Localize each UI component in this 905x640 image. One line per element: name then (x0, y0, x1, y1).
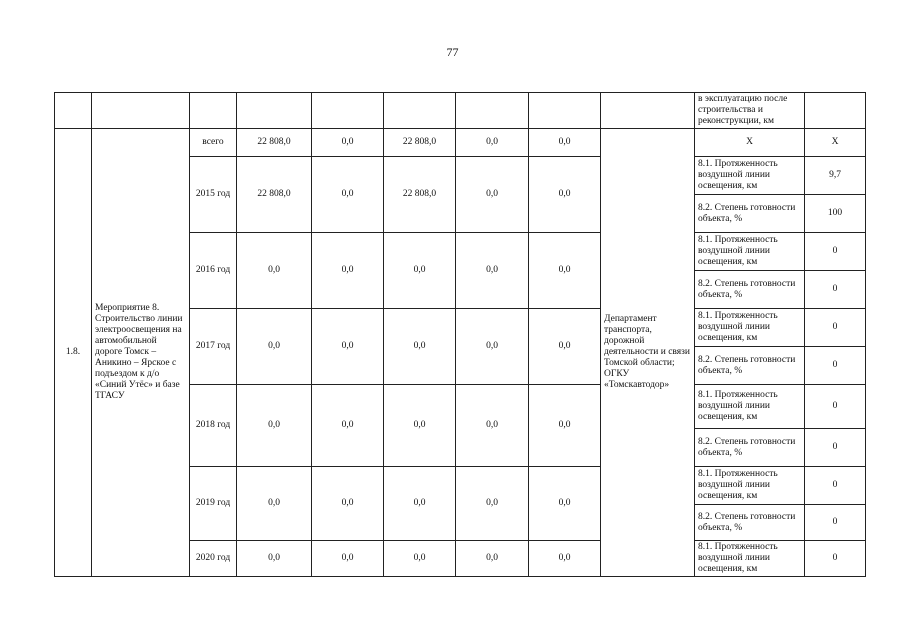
program-table (54, 92, 866, 577)
value-cell: 0,0 (529, 467, 601, 541)
page-number: 77 (446, 45, 459, 59)
indicator-name: 8.2. Степень готовности объекта, % (695, 347, 805, 385)
indicator-value: 100 (805, 195, 866, 233)
item-number: 1.8. (55, 129, 92, 577)
indicator-name: в эксплуатацию после строительства и реконструкции, км (695, 93, 805, 129)
value-cell: 0,0 (456, 233, 529, 309)
value-cell: 0,0 (384, 467, 456, 541)
value-cell: 0,0 (312, 233, 384, 309)
indicator-value: 0 (805, 467, 866, 505)
value-cell: 0,0 (456, 309, 529, 385)
value-cell: 0,0 (237, 467, 312, 541)
indicator-value: 0 (805, 429, 866, 467)
indicator-value: 0 (805, 385, 866, 429)
indicator-value: 0 (805, 233, 866, 271)
indicator-name: 8.1. Протяженность воздушной линии освещения, км (695, 157, 805, 195)
value-cell: 0,0 (456, 467, 529, 541)
indicator-value: 0 (805, 541, 866, 577)
indicator-name: 8.2. Степень готовности объекта, % (695, 195, 805, 233)
indicator-name: 8.1. Протяженность воздушной линии освещения, км (695, 385, 805, 429)
value-cell: 22 808,0 (384, 157, 456, 233)
item-name: Мероприятие 8. Строительство линии электроосвещения на автомобильной дороге Томск – Аникино – Ярское с подъездом к д/о «Синий Утёс» и базе ТГАСУ (92, 129, 190, 577)
value-cell: 0,0 (237, 309, 312, 385)
value-cell: 22 808,0 (384, 129, 456, 157)
value-cell: 0,0 (237, 385, 312, 467)
value-cell: 0,0 (529, 309, 601, 385)
value-cell: 0,0 (237, 233, 312, 309)
value-cell: 0,0 (312, 541, 384, 577)
value-cell: 0,0 (384, 309, 456, 385)
value-cell: 0,0 (384, 541, 456, 577)
indicator-name: 8.2. Степень готовности объекта, % (695, 271, 805, 309)
value-cell: 0,0 (312, 309, 384, 385)
indicator-name: 8.1. Протяженность воздушной линии освещения, км (695, 233, 805, 271)
value-cell: 0,0 (384, 385, 456, 467)
value-cell: 0,0 (312, 129, 384, 157)
indicator-value: 0 (805, 309, 866, 347)
period-label: всего (190, 129, 237, 157)
indicator-value: 9,7 (805, 157, 866, 195)
value-cell: 0,0 (312, 467, 384, 541)
year-label: 2016 год (190, 233, 237, 309)
value-cell: 0,0 (529, 129, 601, 157)
value-cell: 0,0 (456, 129, 529, 157)
table-row-total (55, 129, 866, 157)
indicator-name: Х (695, 129, 805, 157)
value-cell: 0,0 (312, 385, 384, 467)
year-label: 2015 год (190, 157, 237, 233)
value-cell: 0,0 (529, 385, 601, 467)
value-cell: 0,0 (384, 233, 456, 309)
indicator-value: Х (805, 129, 866, 157)
year-label: 2020 год (190, 541, 237, 577)
indicator-name: 8.2. Степень готовности объекта, % (695, 429, 805, 467)
indicator-value: 0 (805, 505, 866, 541)
indicator-name: 8.1. Протяженность воздушной линии освещения, км (695, 541, 805, 577)
executor: Департамент транспорта, дорожной деятельности и связи Томской области; ОГКУ «Томскавтодор» (601, 129, 695, 577)
value-cell: 0,0 (529, 157, 601, 233)
continuation-row (55, 93, 866, 129)
indicator-value: 0 (805, 347, 866, 385)
year-label: 2019 год (190, 467, 237, 541)
value-cell: 0,0 (529, 233, 601, 309)
year-label: 2018 год (190, 385, 237, 467)
indicator-value: 0 (805, 271, 866, 309)
value-cell: 0,0 (456, 385, 529, 467)
indicator-name: 8.2. Степень готовности объекта, % (695, 505, 805, 541)
value-cell: 22 808,0 (237, 129, 312, 157)
indicator-name: 8.1. Протяженность воздушной линии освещения, км (695, 309, 805, 347)
value-cell: 0,0 (456, 541, 529, 577)
value-cell: 22 808,0 (237, 157, 312, 233)
value-cell: 0,0 (237, 541, 312, 577)
value-cell: 0,0 (456, 157, 529, 233)
indicator-name: 8.1. Протяженность воздушной линии освещения, км (695, 467, 805, 505)
value-cell: 0,0 (312, 157, 384, 233)
value-cell: 0,0 (529, 541, 601, 577)
year-label: 2017 год (190, 309, 237, 385)
